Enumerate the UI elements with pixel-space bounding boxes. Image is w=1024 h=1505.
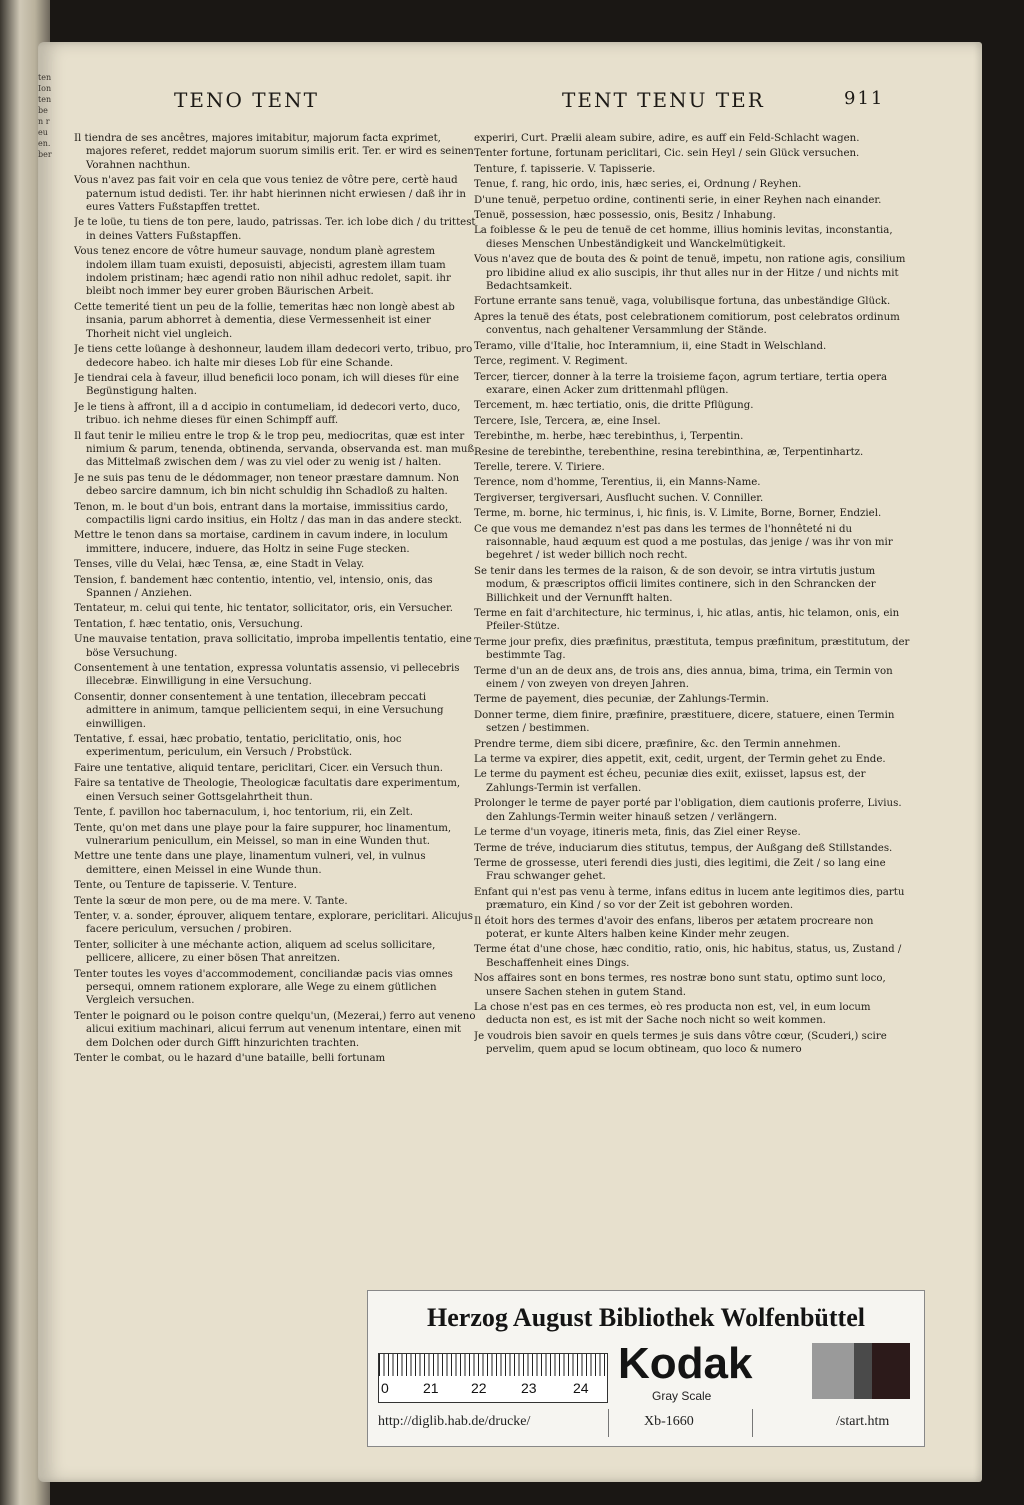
dictionary-entry: Je ne suis pas tenu de le dédommager, non teneor præstare damnum. Non debeo sarcire damnum, ich bin nicht schuldig ihn Schadloß zu halten.: [74, 472, 459, 498]
dictionary-entry: Tentative, f. essai, hæc probatio, tentatio, periclitatio, onis, hoc experimentum, periculum, ein Versuch / Probstück.: [74, 734, 402, 759]
dictionary-entry: Je le tiens à affront, ill a d accipio in contumeliam, id dedecori verto, duco, tribuo. ich nehme dieses für einen Schimpff auff.: [74, 401, 461, 427]
dictionary-entry: La chose n'est pas en ces termes, eò res producta non est, vel, in eum locum deducta non est, es ist mit der Sache noch nicht so weit kommen.: [474, 1001, 871, 1027]
scale-number: 0: [381, 1380, 389, 1396]
dictionary-entry: Je tiendrai cela à faveur, illud beneficii loco ponam, ich will dieses für eine Begünstigung halten.: [74, 372, 460, 398]
dictionary-entry: Terme d'un an de deux ans, de trois ans, dies annua, bima, trima, ein Termin von einem / von zweyen von dreyen Jahren.: [474, 665, 893, 691]
dictionary-entry: Terce, regiment. V. Regiment.: [474, 356, 628, 368]
dictionary-entry: Ce que vous me demandez n'est pas dans les termes de l'honnêteté ni du raisonnable, haud æquum est quod a me postulas, das jenige / was ihr von mir begehret / ist weder billich noch recht.: [474, 523, 893, 562]
scale-number: 21: [423, 1380, 439, 1396]
dictionary-entry: Apres la tenuë des états, post celebrationem comitiorum, post celebratos ordinum conventus, nach gehaltener Versammlung der Stände.: [474, 311, 900, 337]
dictionary-entry: Vous n'avez pas fait voir en cela que vous teniez de vôtre pere, certè haud paternum istud dedisti. Ter. ihr habt hierinnen nicht erwiesen / daß ihr in eures Vatters Fußstapffen trettet.: [74, 175, 466, 214]
kodak-logo: Kodak: [618, 1339, 753, 1388]
left-column: [74, 132, 478, 1330]
dictionary-entry: Mettre le tenon dans sa mortaise, cardinem in cavum indere, in loculum immittere, inducere, induere, das Holtz in seine Fuge stecken.: [74, 530, 448, 555]
dictionary-entry: Tenter toutes les voyes d'accommodement, conciliandæ pacis vias omnes persequi, omnem rationem explorare, alle Wege zu einem gütlichen Vergleich versuchen.: [74, 968, 453, 1007]
dictionary-entry: Mettre une tente dans une playe, linamentum vulneri, vel, in vulnus demittere, einen Meissel in eine Wunde thun.: [74, 851, 426, 876]
running-head-left: TENO TENT: [174, 88, 319, 112]
scale-number: 23: [521, 1380, 537, 1396]
dictionary-entry: Il étoit hors des termes d'avoir des enfans, liberos per ætatem procreare non poterat, er kunte Alters halben keine Kinder mehr zeugen.: [474, 915, 874, 940]
dictionary-entry: Terme de grossesse, uteri ferendi dies justi, dies legitimi, die Zeit / so lang eine Frau schwanger gehet.: [474, 857, 886, 883]
dictionary-entry: Terme de tréve, induciarum dies stitutus, tempus, der Außgang deß Stillstandes.: [474, 842, 893, 854]
dictionary-entry: Tercere, Isle, Tercera, æ, eine Insel.: [474, 415, 661, 427]
dictionary-entry: Vous n'avez que de bouta des & point de tenuë, impetu, non ratione agis, consilium pro libidine aliud ex alio suscipis, ihr thut alles nur in der Hitze / und nichts mit Bedachtsamkeit.: [474, 254, 906, 293]
dictionary-entry: Terme de payement, dies pecuniæ, der Zahlungs-Termin.: [474, 694, 769, 706]
dictionary-entry: Faire une tentative, aliquid tentare, periclitari, Cicer. ein Versuch thun.: [74, 762, 444, 774]
dictionary-entry: Tenue, f. rang, hic ordo, inis, hæc series, ei, Ordnung / Reyhen.: [474, 179, 802, 191]
dictionary-entry: Il tiendra de ses ancêtres, majores imitabitur, majorum facta exprimet, majores referet, reddet majorum suorum similis erit. Ter. er wird es seinen Vorahnen nachthun.: [74, 133, 474, 171]
separator: [608, 1409, 609, 1437]
dictionary-entry: Terence, nom d'homme, Terentius, ii, ein Manns-Name.: [474, 477, 761, 489]
dictionary-entry: Tenter le combat, ou le hazard d'une bataille, belli fortunam: [74, 1053, 386, 1064]
dictionary-entry: Resine de terebinthe, terebenthine, resina terebinthina, æ, Terpentinhartz.: [474, 446, 864, 458]
catalog-url: http://diglib.hab.de/drucke/: [378, 1414, 531, 1429]
dictionary-entry: Tente, f. pavillon hoc tabernaculum, i, hoc tentorium, rii, ein Zelt.: [74, 807, 413, 819]
dictionary-entry: Se tenir dans les termes de la raison, & de son devoir, se intra virtutis justum modum, & præscriptos officii limites continere, sich in den Schrancken der Billichkeit und der Vernunfft halten.: [474, 565, 876, 604]
scale-number: 24: [573, 1380, 589, 1396]
dictionary-entry: Tenter fortune, fortunam periclitari, Cic. sein Heyl / sein Glück versuchen.: [474, 148, 860, 160]
dictionary-entry: Je voudrois bien savoir en quels termes je suis dans vôtre cœur, (Scuderi,) scire pervelim, quem apud se locum obtineam, quo loco & numero: [474, 1030, 887, 1056]
dictionary-entry: Tergiverser, tergiversari, Ausflucht suchen. V. Conniller.: [474, 492, 764, 504]
dictionary-entry: Teramo, ville d'Italie, hoc Interamnium, ii, eine Stadt in Welschland.: [474, 340, 827, 352]
dictionary-entry: Terme état d'une chose, hæc conditio, ratio, onis, hic habitus, status, us, Zustand / Beschaffenheit eines Dings.: [474, 944, 902, 969]
separator: [752, 1409, 753, 1437]
dictionary-entry: Terme jour prefix, dies præfinitus, præstituta, tempus præfinitum, præstitutum, der bestimmte Tag.: [474, 636, 910, 662]
dictionary-entry: Une mauvaise tentation, prava sollicitatio, improba impellentis tentatio, eine böse Versuchung.: [74, 634, 472, 659]
dictionary-entry: Prendre terme, diem sibi dicere, præfinire, &c. den Termin annehmen.: [474, 738, 841, 750]
gray-swatch-dark: [872, 1343, 910, 1399]
dictionary-entry: Tente, qu'on met dans une playe pour la faire suppurer, hoc linamentum, vulnerarium penicullum, ein Meissel, so man in eine Wunden thut.: [74, 822, 452, 847]
dictionary-entry: Enfant qui n'est pas venu à terme, infans editus in lucem ante legitimos dies, partu præmaturo, ein Kind / so vor der Zeit ist gebohren worden.: [474, 886, 905, 912]
scale-number: 22: [471, 1380, 487, 1396]
library-target-card: [367, 1290, 925, 1447]
dictionary-entry: Tercer, tiercer, donner à la terre la troisieme façon, agrum tertiare, tertia opera exarare, einen Acker zum drittenmahl pflügen.: [474, 371, 888, 396]
dictionary-entry: Tente, ou Tenture de tapisserie. V. Tenture.: [74, 880, 297, 892]
dictionary-entry: Tenter, v. a. sonder, éprouver, aliquem tentare, explorare, periclitari. Alicujus facere periculum, versuchen / probiren.: [74, 910, 473, 936]
dictionary-entry: Tercement, m. hæc tertiatio, onis, die dritte Pflügung.: [474, 400, 754, 412]
dictionary-entry: Fortune errante sans tenuë, vaga, volubilisque fortuna, das unbeständige Glück.: [474, 296, 891, 308]
dictionary-entry: Vous tenez encore de vôtre humeur sauvage, nondum planè agrestem indolem illam tuam exuisti, deposuisti, abjecisti, agrestem illam tuam indolem pristinam; hæc agendi ratio non nihil adhuc redolet, sapit. ihr bleibt noch immer bey eurer groben Bäurischen Arbeit.: [74, 246, 451, 298]
ruler-ticks: [379, 1354, 607, 1376]
dictionary-entry: Je te loüe, tu tiens de ton pere, laudo, patrissas. Ter. ich lobe dich / du trittest in deines Vatters Fußstapffen.: [74, 217, 476, 242]
dictionary-entry: Tenon, m. le bout d'un bois, entrant dans la mortaise, immissitius cardo, compactilis ligni cardo insitius, ein Holtz / das man in das andere steckt.: [74, 501, 463, 526]
gray-swatch-mid: [854, 1343, 872, 1399]
dictionary-entry: Il faut tenir le milieu entre le trop & le trop peu, mediocritas, quæ est inter nimium & parum, tenenda, obtinenda, servanda, observanda est. man muß das Mittelmaß zwischen dem / was zu viel oder zu wenig ist / halten.: [74, 430, 475, 469]
dictionary-entry: Tente la sœur de mon pere, ou de ma mere. V. Tante.: [74, 895, 348, 907]
dictionary-entry: Tenter le poignard ou le poison contre quelqu'un, (Mezerai,) ferro aut veneno alicui exitium machinari, alicui ferrum aut venenum intentare, einen mit dem Dolchen oder durch Gifft hinzurichten trachten.: [74, 1010, 476, 1049]
library-title: Herzog August Bibliothek Wolfenbüttel: [427, 1303, 865, 1332]
dictionary-entry: Nos affaires sont en bons termes, res nostræ bono sunt statu, optimo sunt loco, unsere Sachen stehen in gutem Stand.: [474, 973, 886, 998]
dictionary-entry: Terme en fait d'architecture, hic terminus, i, hic atlas, antis, hic telamon, onis, ein Pfeiler-Stütze.: [474, 608, 900, 633]
dictionary-entry: Terebinthe, m. herbe, hæc terebinthus, i, Terpentin.: [474, 431, 744, 443]
dictionary-entry: Tenuë, possession, hæc possessio, onis, Besitz / Inhabung.: [474, 210, 776, 222]
start-link: /start.htm: [836, 1414, 890, 1429]
dictionary-entry: Donner terme, diem finire, præfinire, præstituere, dicere, statuere, einen Termin setzen / bestimmen.: [474, 709, 895, 735]
dictionary-entry: Faire sa tentative de Theologie, Theologicæ facultatis dare experimentum, einen Versuch seiner Gottsgelahrtheit thun.: [74, 778, 461, 803]
page-number: 911: [844, 88, 885, 109]
dictionary-entry: Le terme du payment est écheu, pecuniæ dies exiit, exiisset, lapsus est, der Zahlungs-Termin ist verfallen.: [474, 769, 866, 794]
dictionary-entry: Tentateur, m. celui qui tente, hic tentator, sollicitator, oris, ein Versucher.: [74, 603, 453, 615]
dictionary-entry: Terme, m. borne, hic terminus, i, hic finis, is. V. Limite, Borne, Borner, Endziel.: [474, 508, 882, 520]
dictionary-entry: Tenter, solliciter à une méchante action, aliquem ad scelus sollicitare, pellicere, allicere, zu einer bösen That anreitzen.: [74, 939, 436, 965]
dictionary-entry: Consentement à une tentation, expressa voluntatis assensio, vi pellecebris illecebræ. Einwilligung in eine Versuchung.: [74, 663, 460, 688]
dictionary-entry: Terelle, terere. V. Tiriere.: [474, 461, 605, 473]
dictionary-entry: Consentir, donner consentement à une tentation, illecebram peccati admittere in animum, tamque pellicientem sequi, in eine Versuchung einwilligen.: [74, 691, 444, 730]
running-head-right: TENT TENU TER: [562, 88, 765, 112]
gray-swatch-light: [812, 1343, 854, 1399]
dictionary-entry: experiri, Curt. Prælii aleam subire, adire, es auff ein Feld-Schlacht wagen.: [474, 133, 860, 144]
dictionary-entry: Tenture, f. tapisserie. V. Tapisserie.: [474, 163, 656, 175]
dictionary-entry: Je tiens cette loüange à deshonneur, laudem illam dedecori verto, tribuo, pro dedecore habeo. ich halte mir dieses Lob für eine Schande.: [74, 344, 473, 369]
dictionary-entry: Tenses, ville du Velai, hæc Tensa, æ, eine Stadt in Velay.: [74, 559, 365, 571]
scale-ruler: [378, 1353, 608, 1403]
dictionary-entry: D'une tenuë, perpetuo ordine, continenti serie, in einer Reyhen nach einander.: [474, 194, 882, 206]
dictionary-entry: La foiblesse & le peu de tenuë de cet homme, illius hominis levitas, inconstantia, dieses Menschen Unbeständigkeit und Wanckelmütigkeit.: [474, 225, 893, 250]
dictionary-entry: Tentation, f. hæc tentatio, onis, Versuchung.: [74, 618, 303, 630]
dictionary-entry: Le terme d'un voyage, itineris meta, finis, das Ziel einer Reyse.: [474, 827, 801, 839]
dictionary-entry: Cette temerité tient un peu de la follie, temeritas hæc non longè abest ab insania, parum abhorret à dementia, diese Vermessenheit ist einer Thorheit nicht viel ungleich.: [74, 301, 455, 340]
right-column: [474, 132, 912, 1328]
shelfmark: Xb-1660: [644, 1414, 694, 1429]
margin-fragments: ten Ion ten ben reu en. ber: [38, 73, 52, 159]
dictionary-entry: Tension, f. bandement hæc contentio, intentio, vel, intensio, onis, das Spannen / Anziehen.: [74, 574, 433, 599]
book-page: [38, 42, 982, 1482]
dictionary-entry: Prolonger le terme de payer porté par l'obligation, diem cautionis proferre, Livius. den Zahlungs-Termin weiter hinauß setzen / verlängern.: [474, 798, 902, 823]
gray-scale-label: Gray Scale: [652, 1389, 712, 1403]
dictionary-entry: La terme va expirer, dies appetit, exit, cedit, urgent, der Termin gehet zu Ende.: [474, 754, 886, 766]
